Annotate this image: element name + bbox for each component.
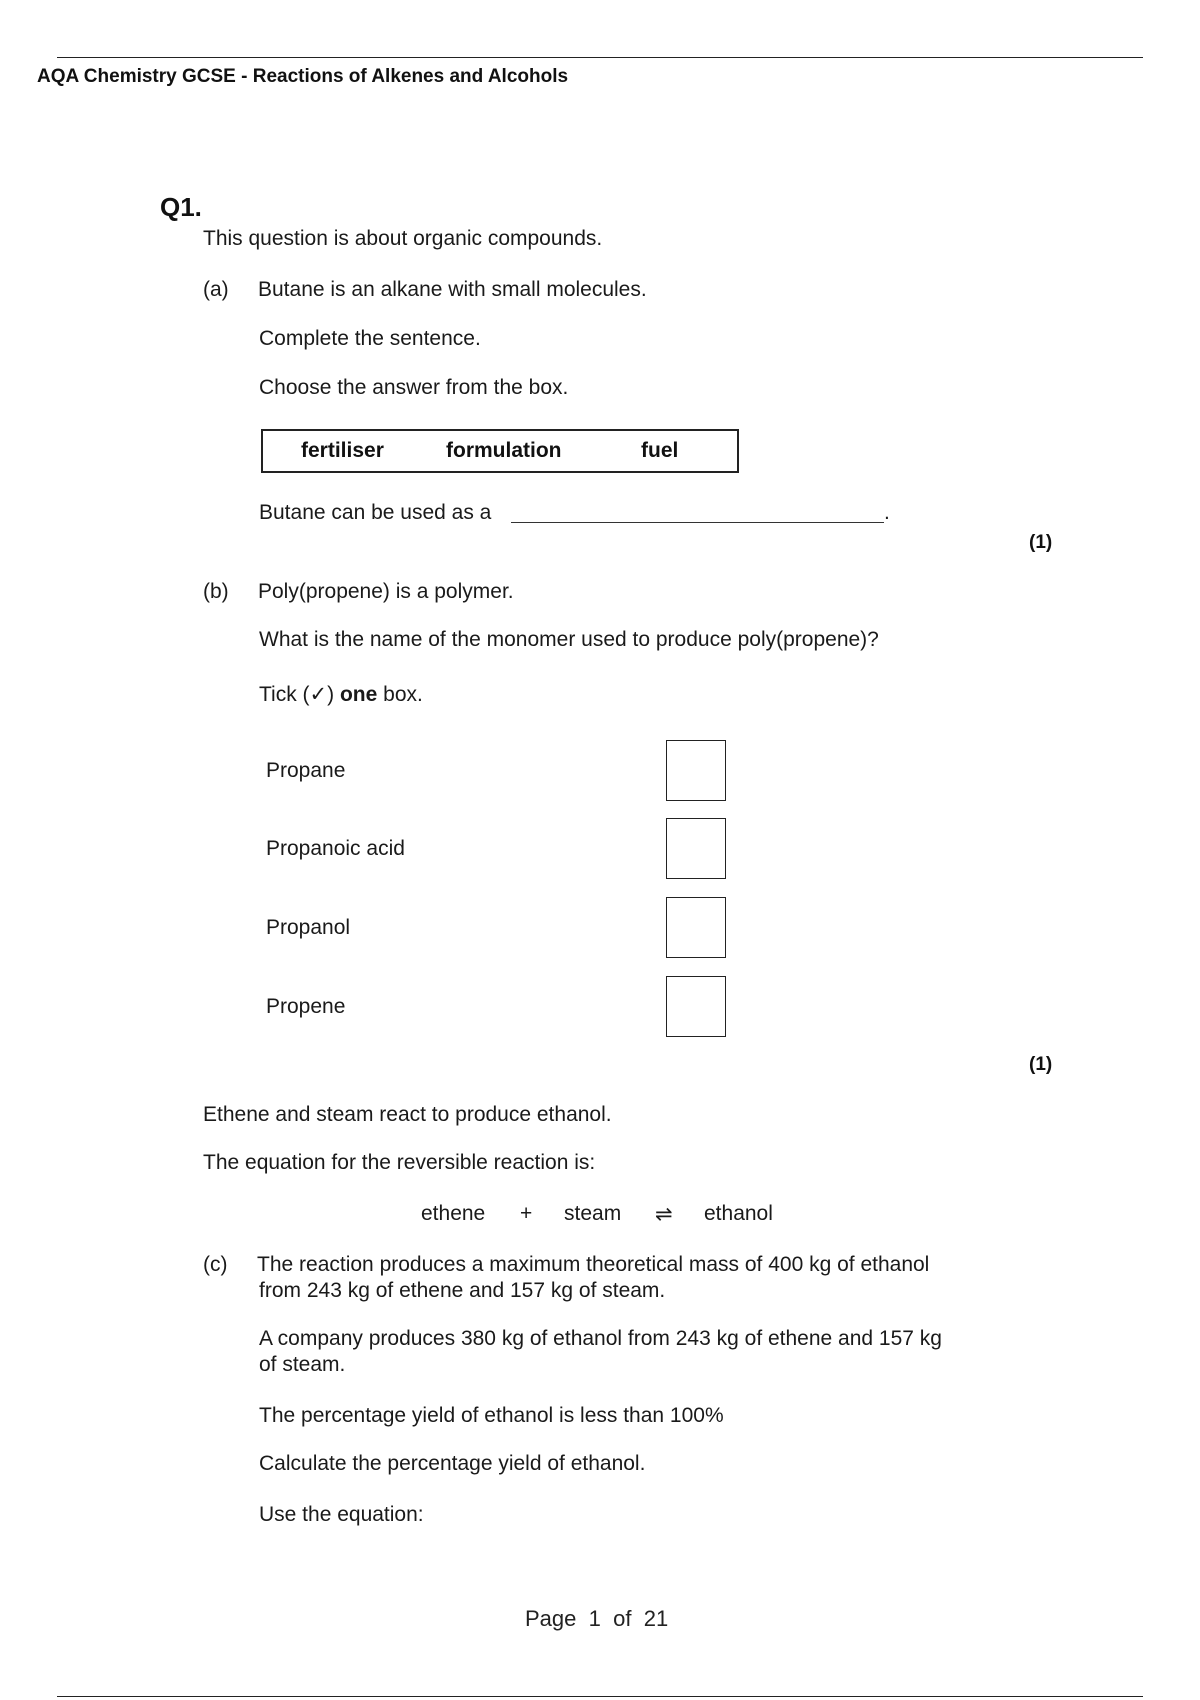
context-line-2: The equation for the reversible reaction is:: [203, 1151, 596, 1174]
page-label: Page: [525, 1606, 577, 1631]
part-c-para-1-line-2: from 243 kg of ethene and 157 kg of steam.: [259, 1279, 666, 1302]
part-a-label: (a): [203, 278, 229, 301]
part-a-marks: (1): [1029, 532, 1053, 553]
page-number: [525, 1606, 668, 1632]
part-a-stem: Butane is an alkane with small molecules.: [258, 278, 647, 301]
header-rule: [57, 57, 1143, 58]
part-b-stem: Poly(propene) is a polymer.: [258, 580, 514, 603]
question-intro: This question is about organic compounds.: [203, 227, 603, 250]
page-total: 21: [643, 1606, 669, 1631]
answer-options-box: [261, 429, 739, 473]
equation-product-ethanol: ethanol: [704, 1202, 773, 1225]
question-number: Q1.: [160, 192, 202, 222]
choice-propane-checkbox[interactable]: [666, 740, 726, 801]
part-a-instruction-choose: Choose the answer from the box.: [259, 376, 569, 399]
context-line-1: Ethene and steam react to produce ethanol.: [203, 1103, 612, 1126]
part-c-para-3: The percentage yield of ethanol is less than 100%: [259, 1404, 724, 1427]
equation-plus: +: [520, 1202, 533, 1225]
part-b-marks: (1): [1029, 1054, 1053, 1075]
part-c-para-2-line-2: of steam.: [259, 1353, 346, 1376]
document-header-title: AQA Chemistry GCSE - Reactions of Alkenes and Alcohols: [37, 66, 569, 87]
equation-reactant-steam: steam: [564, 1202, 622, 1225]
part-a-sentence: Butane can be used as a: [259, 501, 492, 524]
option-fertiliser: fertiliser: [301, 439, 384, 462]
choice-propane-label: Propane: [266, 759, 346, 782]
part-b-question: What is the name of the monomer used to produce poly(propene)?: [259, 628, 879, 651]
part-c-para-4: Calculate the percentage yield of ethanol.: [259, 1452, 646, 1475]
tick-instruction-post: box.: [377, 683, 423, 706]
choice-propanol-checkbox[interactable]: [666, 897, 726, 958]
part-c-para-1-line-1: The reaction produces a maximum theoretical mass of 400 kg of ethanol: [257, 1253, 930, 1276]
part-a-sentence-end: .: [884, 501, 890, 524]
footer-rule: [57, 1696, 1143, 1697]
part-c-para-5: Use the equation:: [259, 1503, 424, 1526]
choice-propanol-label: Propanol: [266, 916, 351, 939]
part-a-answer-line[interactable]: [511, 522, 884, 523]
choice-propene-label: Propene: [266, 995, 346, 1018]
choice-propanoic-acid-label: Propanoic acid: [266, 837, 405, 860]
part-a-instruction-complete: Complete the sentence.: [259, 327, 481, 350]
equation-reversible-arrow: ⇌: [655, 1203, 673, 1226]
choice-propanoic-acid-checkbox[interactable]: [666, 818, 726, 879]
option-formulation: formulation: [446, 439, 562, 462]
page-of: of: [613, 1606, 632, 1631]
choice-propene-checkbox[interactable]: [666, 976, 726, 1037]
part-c-para-2-line-1: A company produces 380 kg of ethanol from 243 kg of ethene and 157 kg: [259, 1327, 942, 1350]
tick-instruction-pre: Tick (✓): [259, 683, 340, 706]
part-c-label: (c): [203, 1253, 228, 1276]
part-b-tick-instruction: [259, 682, 423, 707]
option-fuel: fuel: [641, 439, 679, 462]
part-b-label: (b): [203, 580, 229, 603]
page-current: 1: [588, 1606, 601, 1631]
equation-reactant-ethene: ethene: [421, 1202, 486, 1225]
tick-instruction-one: one: [339, 683, 378, 706]
